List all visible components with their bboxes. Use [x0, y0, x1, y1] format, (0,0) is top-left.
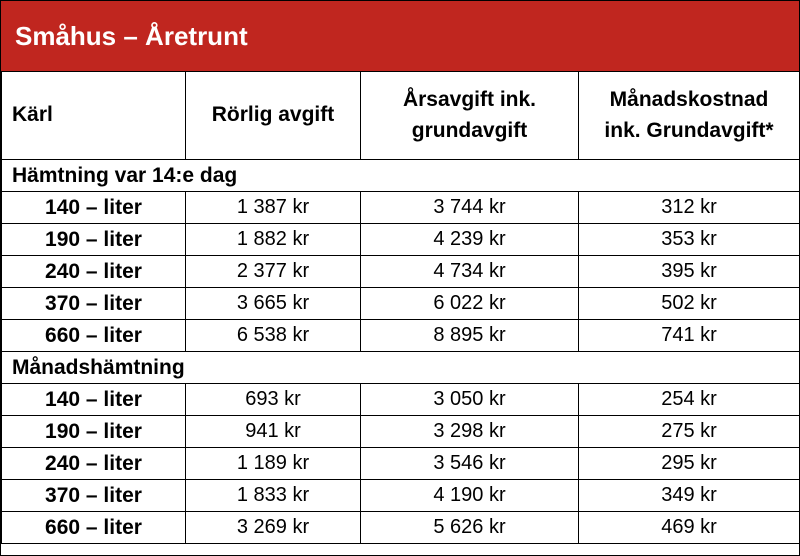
variable-fee-cell: 1 833 kr: [186, 480, 361, 512]
variable-fee-cell: 3 665 kr: [186, 288, 361, 320]
header-annual-fee-line2: grundavgift: [411, 118, 528, 142]
container-size-cell: 190 – liter: [2, 416, 186, 448]
container-size-cell: 240 – liter: [2, 256, 186, 288]
annual-fee-cell: 4 239 kr: [361, 224, 579, 256]
annual-fee-cell: 3 546 kr: [361, 448, 579, 480]
table-row: [2, 512, 800, 544]
group-label: Hämtning var 14:e dag: [2, 160, 800, 192]
container-size-cell: 190 – liter: [2, 224, 186, 256]
annual-fee-cell: 3 050 kr: [361, 384, 579, 416]
group-label: Månadshämtning: [2, 352, 800, 384]
container-size-cell: 140 – liter: [2, 384, 186, 416]
container-size-cell: 660 – liter: [2, 512, 186, 544]
monthly-cost-cell: 312 kr: [579, 192, 800, 224]
table-row: [2, 320, 800, 352]
table-row: [2, 192, 800, 224]
header-variable-fee: Rörlig avgift: [186, 72, 361, 160]
table-row: [2, 480, 800, 512]
table-row: [2, 256, 800, 288]
container-size-cell: 140 – liter: [2, 192, 186, 224]
monthly-cost-cell: 469 kr: [579, 512, 800, 544]
table-row: [2, 224, 800, 256]
variable-fee-cell: 2 377 kr: [186, 256, 361, 288]
container-size-cell: 370 – liter: [2, 480, 186, 512]
header-container: Kärl: [2, 72, 186, 160]
table-row: [2, 384, 800, 416]
header-monthly-cost-line2: ink. Grundavgift*: [604, 118, 774, 142]
monthly-cost-cell: 502 kr: [579, 288, 800, 320]
header-row: [2, 72, 800, 160]
annual-fee-cell: 4 734 kr: [361, 256, 579, 288]
monthly-cost-cell: 741 kr: [579, 320, 800, 352]
header-monthly-cost-line1: Månadskostnad: [609, 88, 769, 112]
container-size-cell: 370 – liter: [2, 288, 186, 320]
variable-fee-cell: 693 kr: [186, 384, 361, 416]
container-size-cell: 240 – liter: [2, 448, 186, 480]
variable-fee-cell: 3 269 kr: [186, 512, 361, 544]
container-size-cell: 660 – liter: [2, 320, 186, 352]
annual-fee-cell: 4 190 kr: [361, 480, 579, 512]
group-header-row: [2, 160, 800, 192]
variable-fee-cell: 941 kr: [186, 416, 361, 448]
annual-fee-cell: 6 022 kr: [361, 288, 579, 320]
monthly-cost-cell: 349 kr: [579, 480, 800, 512]
variable-fee-cell: 1 387 kr: [186, 192, 361, 224]
price-table: [1, 71, 800, 544]
annual-fee-cell: 8 895 kr: [361, 320, 579, 352]
monthly-cost-cell: 254 kr: [579, 384, 800, 416]
variable-fee-cell: 1 189 kr: [186, 448, 361, 480]
table-row: [2, 448, 800, 480]
monthly-cost-cell: 353 kr: [579, 224, 800, 256]
table-row: [2, 288, 800, 320]
annual-fee-cell: 5 626 kr: [361, 512, 579, 544]
variable-fee-cell: 1 882 kr: [186, 224, 361, 256]
monthly-cost-cell: 275 kr: [579, 416, 800, 448]
annual-fee-cell: 3 744 kr: [361, 192, 579, 224]
header-monthly-cost: [579, 72, 800, 160]
header-annual-fee-line1: Årsavgift ink.: [402, 88, 537, 112]
table-row: [2, 416, 800, 448]
annual-fee-cell: 3 298 kr: [361, 416, 579, 448]
header-annual-fee: [361, 72, 579, 160]
variable-fee-cell: 6 538 kr: [186, 320, 361, 352]
monthly-cost-cell: 395 kr: [579, 256, 800, 288]
group-header-row: [2, 352, 800, 384]
table-title: Småhus – Åretrunt: [1, 1, 799, 71]
monthly-cost-cell: 295 kr: [579, 448, 800, 480]
